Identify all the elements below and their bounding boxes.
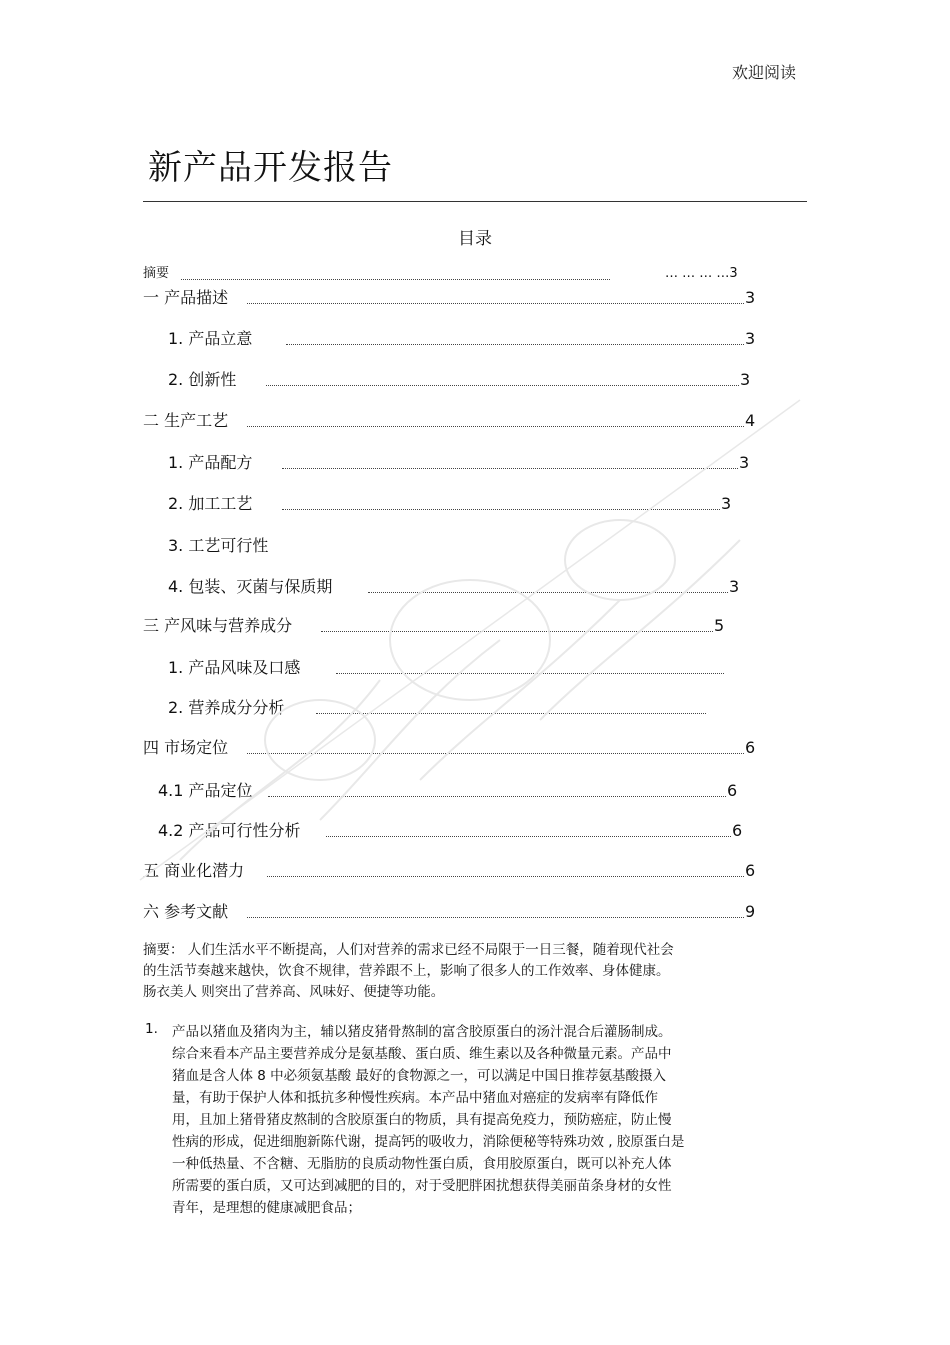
toc-entry-page: 9 — [745, 902, 756, 921]
toc-entry-page: 6 — [745, 738, 756, 757]
toc-entry[interactable] — [143, 286, 800, 310]
toc-leader-dots — [266, 361, 739, 386]
toc-leader-dots — [282, 444, 738, 469]
toc-leader-dots — [267, 852, 744, 877]
toc-leader-dots — [247, 402, 744, 427]
body-line: 综合来看本产品主要营养成分是氨基酸、蛋白质、维生素以及各种微量元素。产品中 — [172, 1046, 672, 1062]
toc-entry-label: 五 商业化潜力 — [143, 861, 245, 880]
toc-leader-dots — [368, 568, 728, 593]
toc-entry-label: 4.2 产品可行性分析 — [158, 821, 301, 840]
toc-entry[interactable] — [143, 614, 800, 638]
toc-entry[interactable] — [158, 819, 800, 843]
toc-entry[interactable] — [158, 779, 800, 803]
toc-leader-dots — [336, 649, 724, 674]
toc-entry-label: 1. 产品立意 — [168, 329, 253, 348]
toc-entry-page: 6 — [727, 781, 738, 800]
toc-entry-label: 1. 产品配方 — [168, 453, 253, 472]
abstract-section — [143, 940, 783, 1003]
toc-entry-page: 3 — [745, 288, 756, 307]
toc-entry-page: … … … …3 — [665, 266, 738, 281]
document-title: 新产品开发报告 — [148, 148, 393, 188]
toc-entry-page: 3 — [740, 370, 751, 389]
body-line: 青年，是理想的健康减肥食品； — [172, 1200, 361, 1216]
toc-leader-dots — [247, 729, 744, 754]
toc-entry-page: 3 — [721, 494, 732, 513]
toc-entry-page: 3 — [729, 577, 740, 596]
list-item-number: 1. — [145, 1021, 158, 1037]
body-line: 所需要的蛋白质，又可达到减肥的目的，对于受肥胖困扰想获得美丽苗条身材的女性 — [172, 1178, 672, 1194]
toc-entry-label: 六 参考文献 — [143, 902, 229, 921]
body-line: 性病的形成，促进细胞新陈代谢，提高钙的吸收力，消除便秘等特殊功效 , 胶原蛋白是 — [172, 1134, 685, 1150]
toc-entry[interactable] — [168, 575, 800, 599]
toc-entry-label: 三 产风味与营养成分 — [143, 616, 293, 635]
toc-entry-label: 4. 包装、灭菌与保质期 — [168, 577, 333, 596]
toc-heading: 目录 — [458, 229, 492, 249]
toc-leader-dots — [286, 320, 744, 345]
body-line: 产品以猪血及猪肉为主，辅以猪皮猪骨熬制的富含胶原蛋白的汤汁混合后灌肠制成。 — [172, 1024, 672, 1040]
abstract-line: 的生活节奏越来越快，饮食不规律，营养跟不上，影响了很多人的工作效率、身体健康。 — [143, 963, 670, 979]
toc-leader-dots — [268, 772, 726, 797]
toc-leader-dots — [316, 689, 706, 714]
toc-entry-label: 4.1 产品定位 — [158, 781, 253, 800]
toc-entry[interactable] — [168, 534, 800, 558]
toc-leader-dots — [247, 279, 744, 304]
body-paragraph — [172, 1021, 812, 1219]
toc-entry-label: 二 生产工艺 — [143, 411, 229, 430]
toc-entry-page: 3 — [745, 329, 756, 348]
toc-entry-page: 3 — [739, 453, 750, 472]
toc-entry[interactable] — [168, 492, 800, 516]
toc-entry-label: 摘要 — [143, 266, 170, 281]
toc-entry-page: 4 — [745, 411, 756, 430]
toc-leader-dots — [181, 255, 610, 280]
toc-entry-label: 2. 加工工艺 — [168, 494, 253, 513]
toc-entry-page: 6 — [745, 861, 756, 880]
body-line: 猪血是含人体 8 中必须氨基酸 最好的食物源之一，可以满足中国日推荐氨基酸摄入 — [172, 1068, 666, 1084]
toc-entry[interactable] — [168, 451, 800, 475]
body-line: 量，有助于保护人体和抵抗多种慢性疾病。本产品中猪血对癌症的发病率有降低作 — [172, 1090, 658, 1106]
abstract-line: 摘要： 人们生活水平不断提高，人们对营养的需求已经不局限于一日三餐，随着现代社会 — [143, 942, 674, 958]
toc-entry-label: 2. 创新性 — [168, 370, 237, 389]
toc-entry-page: 5 — [714, 616, 725, 635]
toc-entry-label: 四 市场定位 — [143, 738, 229, 757]
toc-leader-dots — [326, 812, 731, 837]
body-line: 一种低热量、不含糖、无脂肪的良质动物性蛋白质，食用胶原蛋白，既可以补充人体 — [172, 1156, 672, 1172]
toc-entry-page: 6 — [732, 821, 743, 840]
header-note: 欢迎阅读 — [732, 63, 797, 82]
toc-leader-dots — [321, 607, 713, 632]
toc-entry[interactable] — [168, 696, 800, 720]
toc-entry-label: 一 产品描述 — [143, 288, 229, 307]
toc-entry[interactable] — [143, 736, 800, 760]
toc-entry[interactable] — [168, 368, 800, 392]
toc-entry-label: 1. 产品风味及口感 — [168, 658, 301, 677]
title-divider — [143, 201, 807, 202]
toc-entry[interactable] — [168, 327, 800, 351]
toc-entry[interactable] — [168, 656, 800, 680]
toc-leader-dots — [282, 485, 720, 510]
toc-entry[interactable] — [143, 409, 800, 433]
toc-entry-label: 2. 营养成分分析 — [168, 698, 285, 717]
toc-entry-label: 3. 工艺可行性 — [168, 536, 269, 555]
toc-leader-dots — [247, 893, 744, 918]
body-line: 用，且加上猪骨猪皮熬制的含胶原蛋白的物质，具有提高免疫力，预防癌症，防止慢 — [172, 1112, 672, 1128]
abstract-line: 肠衣美人 则突出了营养高、风味好、便捷等功能。 — [143, 984, 445, 1000]
toc-entry[interactable] — [143, 900, 800, 924]
toc-entry[interactable] — [143, 859, 800, 883]
